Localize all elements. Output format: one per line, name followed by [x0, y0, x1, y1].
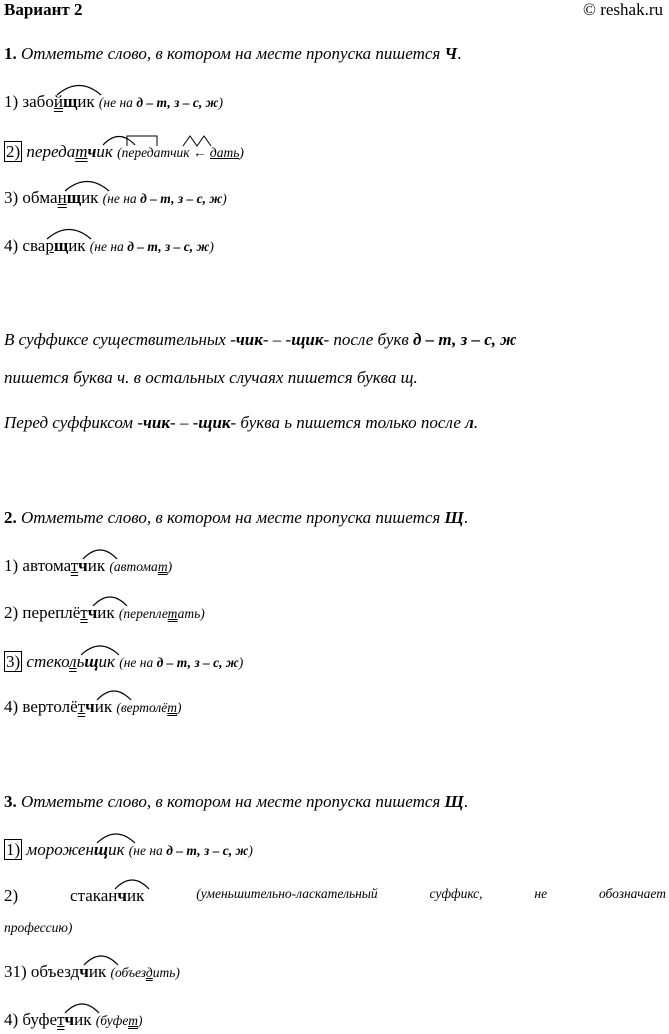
q1-option-1: 1) забойщик (не на д – т, з – с, ж): [4, 92, 223, 112]
q3-prompt: 3. Отметьте слово, в котором на месте пропуска пишется Щ.: [4, 792, 468, 811]
suffix-arc-icon: [56, 82, 102, 96]
suffix-arc-icon: [83, 952, 119, 966]
q1-option-3: 3) обманщик (не на д – т, з – с, ж): [4, 188, 227, 208]
q2-option-4: 4) вертолётчик (вертолёт): [4, 697, 182, 717]
suffix-arc-icon: [46, 226, 92, 240]
q2-option-2: 2) переплётчик (переплетать): [4, 603, 205, 623]
q3-option-4: 4) буфетчик (буфет): [4, 1010, 142, 1030]
q3-option-2-note-cont: профессию): [4, 920, 73, 935]
suffix-arc-icon: [114, 876, 150, 890]
morpheme-marks-icon: [123, 133, 263, 149]
suffix-arc-icon: [96, 830, 136, 844]
q1-option-4: 4) сварщик (не на д – т, з – с, ж): [4, 236, 214, 256]
suffix-arc-icon: [96, 687, 132, 701]
variant-title: Вариант 2: [4, 0, 83, 19]
q2-option-3: 3) стекольщик (не на д – т, з – с, ж): [4, 652, 243, 672]
rule-line-2: пишется буква ч. в остальных случаях пишется буква щ.: [4, 368, 418, 387]
q3-option-1: 1) мороженщик (не на д – т, з – с, ж): [4, 840, 253, 860]
q1-option-2: 2) передатчик (передатчик ← дать): [4, 142, 244, 162]
q1-prompt: 1. Отметьте слово, в котором на месте пропуска пишется Ч.: [4, 44, 462, 63]
q3-option-2: 2) стаканчик (уменьшительно-ласкательный суффикс, не обозначает: [4, 886, 666, 906]
answer-box: 1): [6, 840, 21, 859]
site-credit: © reshak.ru: [583, 0, 663, 19]
q3-option-3: 31) объездчик (объездить): [4, 962, 180, 982]
suffix-arc-icon: [80, 642, 120, 656]
suffix-arc-icon: [82, 546, 118, 560]
suffix-arc-icon: [64, 1000, 100, 1014]
q2-prompt: 2. Отметьте слово, в котором на месте пропуска пишется Щ.: [4, 508, 468, 527]
answer-box: 2): [6, 142, 21, 161]
answer-box: 3): [6, 652, 21, 671]
suffix-arc-icon: [92, 593, 128, 607]
suffix-arc-icon: [64, 178, 110, 192]
q2-option-1: 1) автоматчик (автомат): [4, 556, 172, 576]
rule-line-3: Перед суффиксом -чик- – -щик- буква ь пишется только после л.: [4, 413, 479, 432]
rule-line-1: В суффиксе существительных -чик- – -щик- после букв д – т, з – с, ж: [4, 330, 517, 349]
